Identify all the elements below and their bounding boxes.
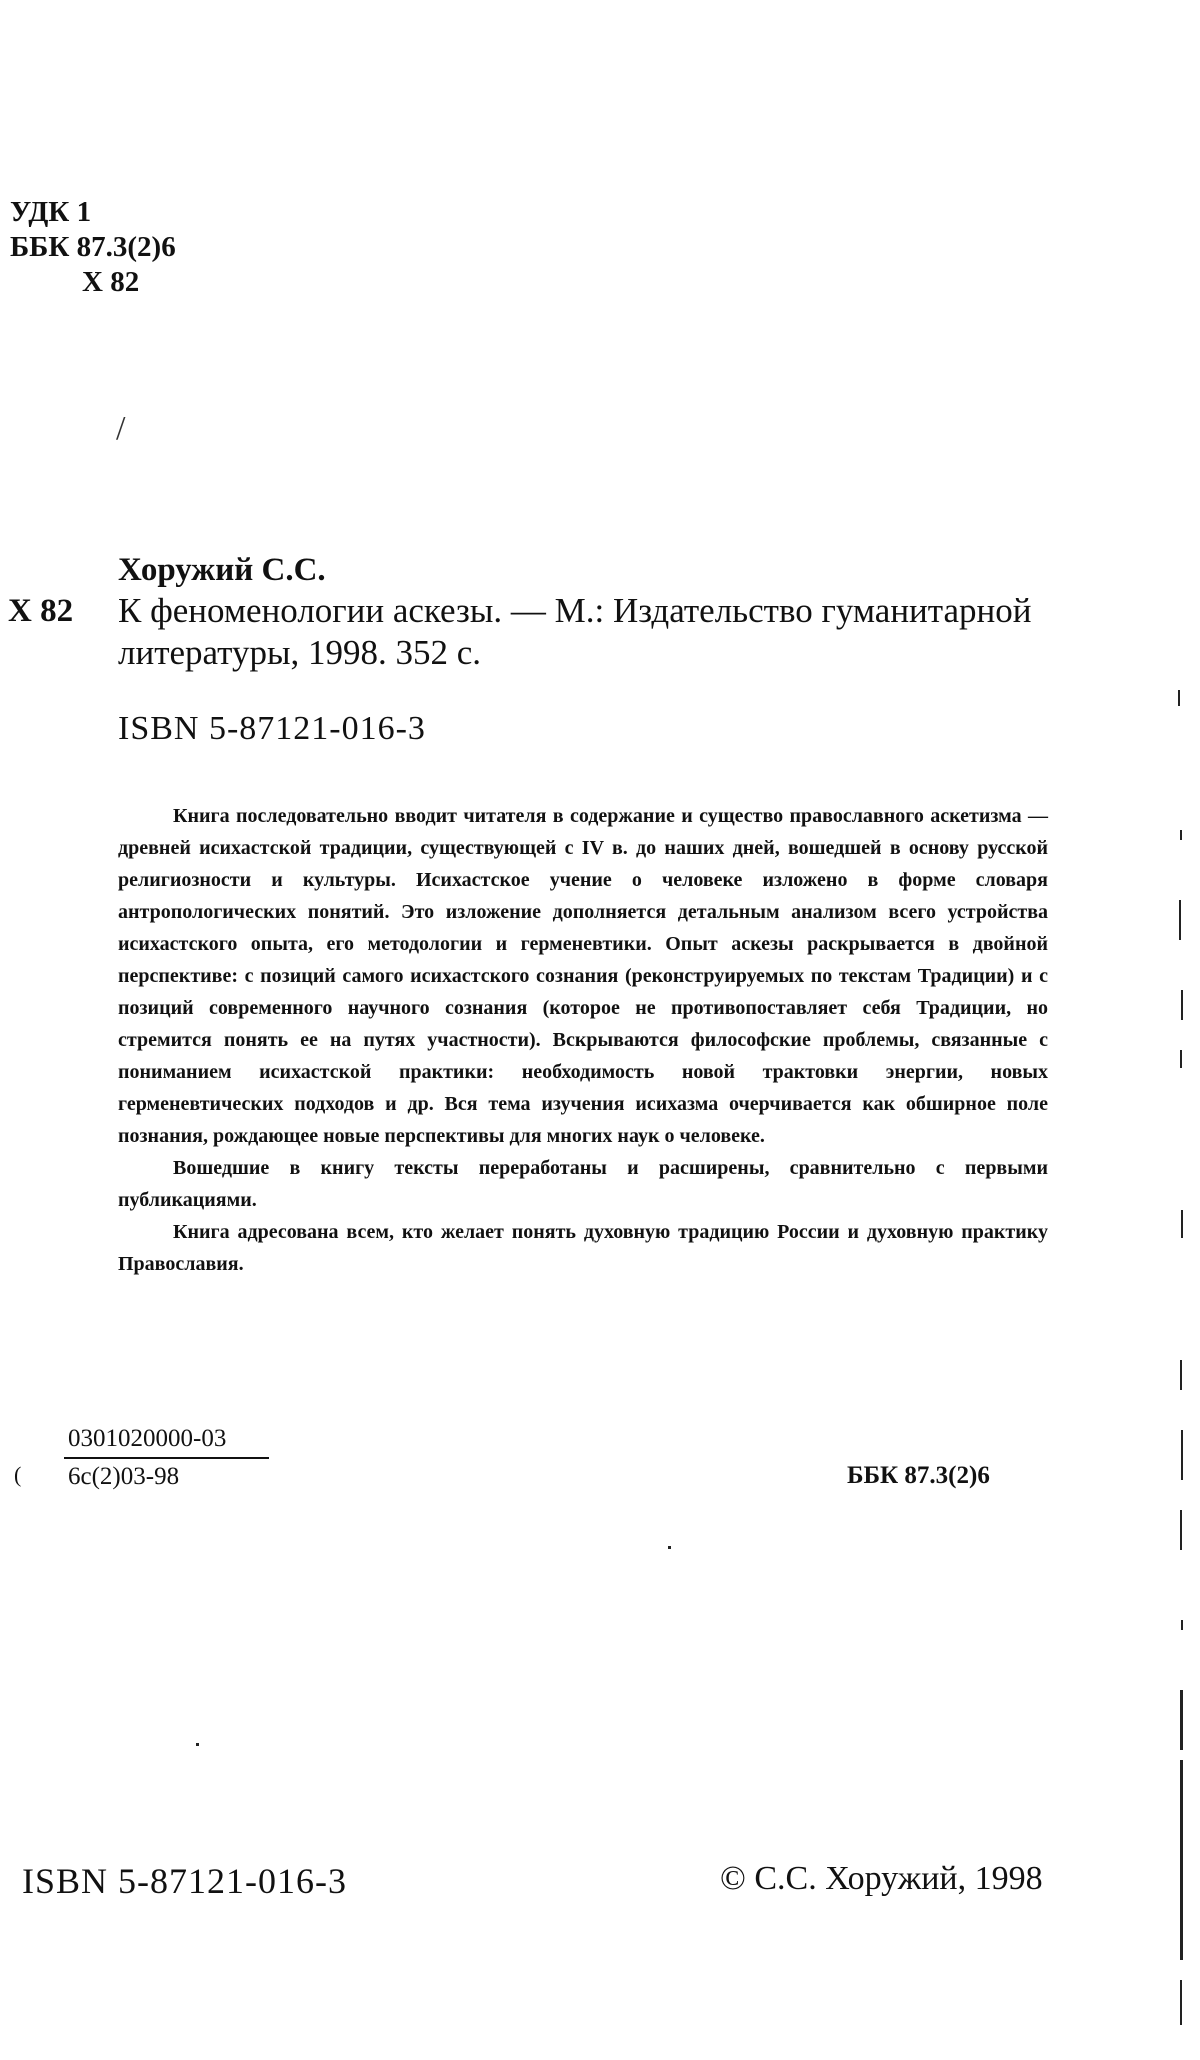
- scan-noise: [1180, 1690, 1183, 1750]
- annotation-paragraph-2: Вошедшие в книгу тексты переработаны и расширены, сравнительно с первыми публикациями.: [118, 1157, 1048, 1211]
- price-code-numerator: 0301020000-03: [68, 1425, 227, 1452]
- bibliographic-title: К феноменологии аскезы. — М.: Издательство гуманитарной литературы, 1998. 352 с.: [118, 591, 1032, 672]
- scan-noise: [1180, 1360, 1182, 1390]
- pen-mark: /: [116, 410, 126, 447]
- scan-noise: [1181, 1210, 1183, 1238]
- scan-noise: [196, 1743, 199, 1746]
- scan-noise: [668, 1546, 671, 1549]
- annotation-paragraph-3: Книга адресована всем, кто желает понять духовную традицию России и духовную практику Православия.: [118, 1221, 1048, 1275]
- scan-noise: [1178, 690, 1180, 706]
- scan-noise: [1180, 1760, 1183, 1960]
- author-cipher: Х 82: [82, 266, 140, 298]
- footer-isbn: ISBN 5-87121-016-3: [22, 1861, 347, 1901]
- udk-code: УДК 1: [10, 196, 92, 228]
- scan-noise: [1181, 1620, 1183, 1630]
- isbn-number: ISBN 5-87121-016-3: [118, 710, 426, 747]
- price-code-denominator: 6с(2)03-98: [68, 1463, 180, 1490]
- author-name: Хоружий С.С.: [118, 552, 326, 588]
- scan-noise: [1180, 830, 1182, 840]
- classification-block: [10, 195, 176, 300]
- scan-noise: [1180, 1050, 1182, 1068]
- scan-noise: [1180, 1980, 1182, 2025]
- annotation-text: [118, 800, 1048, 1280]
- scan-noise: [1180, 1510, 1182, 1550]
- annotation-paragraph-1: Книга последовательно вводит читателя в содержание и существо православного аскетизма — древней исихастской традиции, существующей с IV в. до наших дней, вошедшей в основу русской религиозности и культуры. Исихастское учение о человеке изложено в форме словаря антропологических понятий. Это изложение дополняется детальным анализом всего устройства исихастского опыта, его методологии и герменевтики. Опыт аскезы раскрывается в двойной перспективе: с позиций самого исихастского сознания (реконструируемых по текстам Традиции) и с позиций современного научного сознания (которое не противопоставляет себя Традиции, но стремится понять ее на путях участности). Вскрываются философские проблемы, связанные с пониманием исихастской практики: необходимость новой трактовки энергии, новых герменевтических подходов и др. Вся тема изучения исихазма очерчивается как обширное поле познания, рождающее новые перспективы для многих наук о человеке.: [118, 805, 1048, 1147]
- price-code-bracket: (: [14, 1462, 22, 1487]
- price-code: [68, 1425, 269, 1491]
- scan-noise: [1181, 1430, 1183, 1480]
- scan-noise: [1181, 990, 1183, 1020]
- bbk-code: ББК 87.3(2)6: [10, 231, 176, 263]
- author-cipher-margin: Х 82: [8, 593, 74, 629]
- copyright-notice: © С.С. Хоружий, 1998: [720, 1860, 1043, 1897]
- bbk-code-right: ББК 87.3(2)6: [847, 1462, 990, 1489]
- scan-noise: [1179, 900, 1181, 940]
